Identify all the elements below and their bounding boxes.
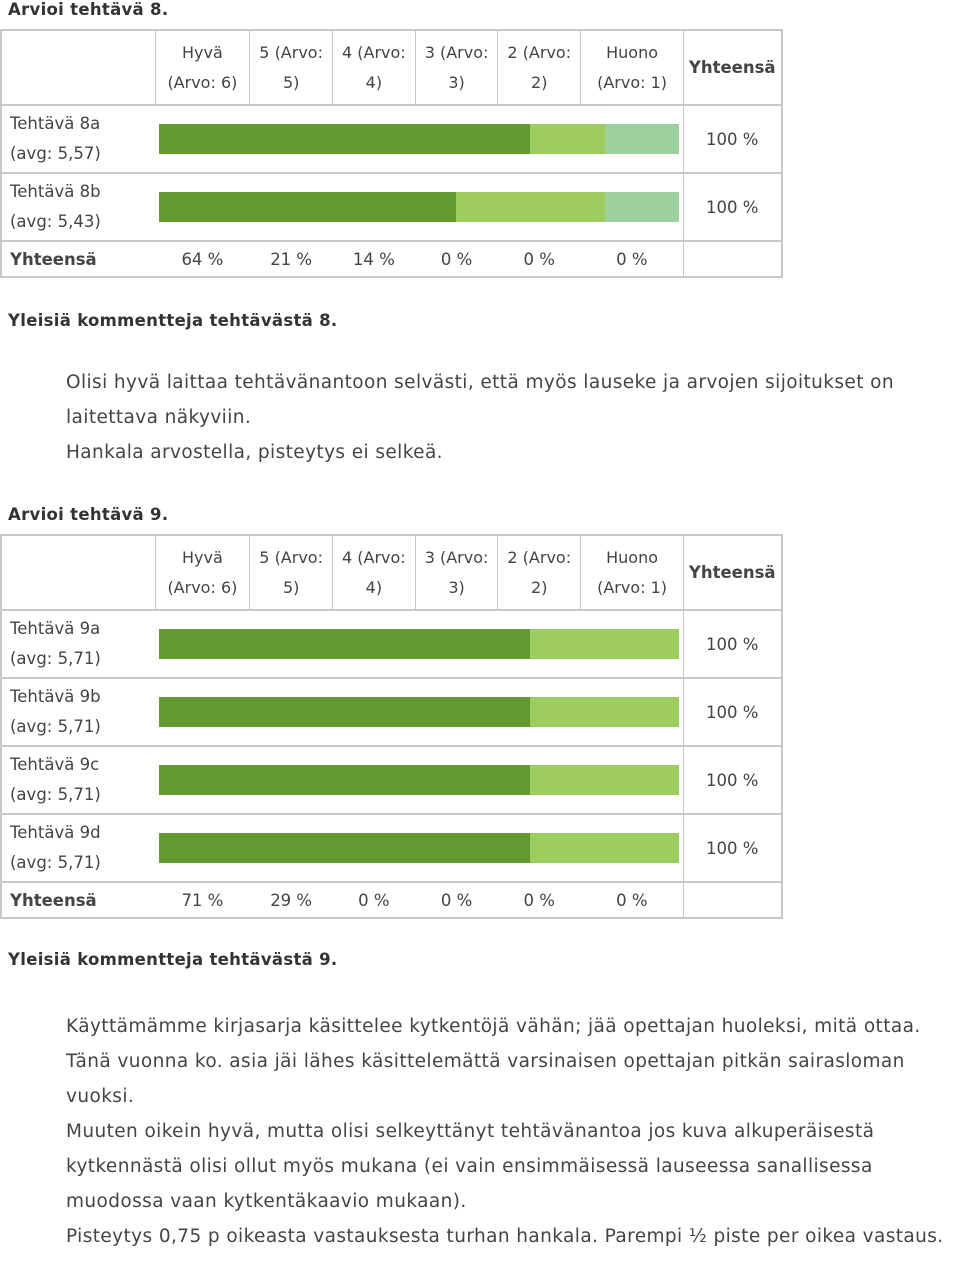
bar-segment-score-6 <box>159 697 530 727</box>
bar-segment-score-6 <box>159 833 530 863</box>
bar-segment-score-5 <box>530 124 604 154</box>
stacked-bar-cell <box>155 105 684 173</box>
bar-segment-score-5 <box>530 629 679 659</box>
summary-value: 0 % <box>333 882 416 918</box>
row-total: 100 % <box>684 746 782 814</box>
col-header-line: 4) <box>365 577 383 597</box>
stacked-bar <box>159 192 679 222</box>
row-label: Tehtävä 9a (avg: 5,71) <box>1 610 155 678</box>
section-8-title: Arvioi tehtävä 8. <box>8 0 169 19</box>
col-header <box>498 535 581 610</box>
bar-segment-score-4 <box>605 192 679 222</box>
table-row <box>1 746 782 814</box>
stacked-bar-cell <box>155 678 684 746</box>
col-header <box>415 535 498 610</box>
section-8-comments <box>66 365 956 470</box>
summary-value: 0 % <box>415 882 498 918</box>
col-header-line: 3) <box>448 72 465 92</box>
row-label: Tehtävä 9d (avg: 5,71) <box>1 814 155 882</box>
table-row <box>1 678 782 746</box>
col-header <box>333 30 416 105</box>
table-header-row <box>1 535 782 610</box>
col-header <box>250 30 333 105</box>
bar-segment-score-5 <box>530 697 679 727</box>
stacked-bar <box>159 833 679 863</box>
row-label: Tehtävä 8a (avg: 5,57) <box>1 105 155 173</box>
stacked-bar <box>159 124 679 154</box>
stacked-bar-cell <box>155 746 684 814</box>
col-header-line: 2 (Arvo: <box>507 547 572 567</box>
col-header <box>155 30 250 105</box>
col-header-line: (Arvo: 6) <box>167 72 238 92</box>
comment-text: Käyttämämme kirjasarja käsittelee kytkentöjä vähän; jää opettajan huoleksi, mitä ottaa. Tänä vuonna ko. asia jäi lähes käsittelemättä varsinaisen opettajan pitkän sairasloman vuoksi. <box>66 1016 921 1107</box>
col-header <box>155 535 250 610</box>
summary-label: Yhteensä <box>1 882 155 918</box>
col-header-line: 5 (Arvo: <box>259 547 323 567</box>
total-header: Yhteensä <box>684 30 782 105</box>
col-header-line: (Arvo: 6) <box>167 577 238 597</box>
col-header <box>498 30 581 105</box>
col-header-line: 5 (Arvo: <box>259 42 323 62</box>
row-label: Tehtävä 8b (avg: 5,43) <box>1 173 155 241</box>
col-header-line: 4) <box>365 72 383 92</box>
total-header: Yhteensä <box>684 535 782 610</box>
col-header-line: (Arvo: 1) <box>597 577 668 597</box>
col-header-line: 3 (Arvo: <box>424 547 489 567</box>
summary-value: 0 % <box>581 241 684 277</box>
col-header-line: Hyvä <box>182 547 223 567</box>
row-label: Tehtävä 9c (avg: 5,71) <box>1 746 155 814</box>
col-header <box>581 535 684 610</box>
section-9-title: Arvioi tehtävä 9. <box>8 505 169 524</box>
col-header <box>581 30 684 105</box>
rating-table-8 <box>0 29 783 278</box>
summary-row <box>1 241 782 277</box>
bar-segment-score-6 <box>159 629 530 659</box>
summary-label: Yhteensä <box>1 241 155 277</box>
summary-value: 29 % <box>250 882 333 918</box>
col-header-line: 3) <box>448 577 465 597</box>
comment-text: Pisteytys 0,75 p oikeasta vastauksesta turhan hankala. Parempi ½ piste per oikea vastaus. <box>66 1226 944 1247</box>
comment-text: Hankala arvostella, pisteytys ei selkeä. <box>66 442 443 463</box>
stacked-bar-cell <box>155 173 684 241</box>
col-header-line: Huono <box>606 547 658 567</box>
table-row <box>1 814 782 882</box>
summary-value: 64 % <box>155 241 250 277</box>
bar-segment-score-5 <box>530 833 679 863</box>
summary-row <box>1 882 782 918</box>
table-row <box>1 173 782 241</box>
comment-text: Muuten oikein hyvä, mutta olisi selkeyttänyt tehtävänantoa jos kuva alkuperäisestä kytkennästä olisi ollut myös mukana (ei vain ensimmäisessä lauseessa sanallisessa muodossa vaan kytkentäkaavio mukaan). <box>66 1121 875 1212</box>
stacked-bar <box>159 697 679 727</box>
row-total: 100 % <box>684 610 782 678</box>
bar-segment-score-4 <box>605 124 679 154</box>
section-8-comments-title: Yleisiä kommentteja tehtävästä 8. <box>8 311 338 330</box>
table-row <box>1 105 782 173</box>
col-header-line: 4 (Arvo: <box>342 547 406 567</box>
col-header-line: (Arvo: 1) <box>597 72 668 92</box>
col-header-line: 2 (Arvo: <box>507 42 572 62</box>
col-header-line: 2) <box>531 72 548 92</box>
col-header-line: Huono <box>606 42 658 62</box>
col-header-line: 3 (Arvo: <box>424 42 489 62</box>
summary-value: 71 % <box>155 882 250 918</box>
col-header <box>333 535 416 610</box>
stacked-bar-cell <box>155 610 684 678</box>
section-9-comments-title: Yleisiä kommentteja tehtävästä 9. <box>8 950 338 969</box>
col-header-line: 5) <box>282 577 300 597</box>
stacked-bar <box>159 765 679 795</box>
row-total: 100 % <box>684 105 782 173</box>
section-9-comments <box>66 1009 956 1254</box>
stacked-bar <box>159 629 679 659</box>
table-row <box>1 610 782 678</box>
col-header <box>250 535 333 610</box>
col-header-line: 2) <box>531 577 548 597</box>
summary-value: 0 % <box>498 241 581 277</box>
stacked-bar-cell <box>155 814 684 882</box>
summary-value: 21 % <box>250 241 333 277</box>
comment-text: Olisi hyvä laittaa tehtävänantoon selvästi, että myös lauseke ja arvojen sijoitukset on laitettava näkyviin. <box>66 372 894 428</box>
col-header-line: 4 (Arvo: <box>342 42 406 62</box>
rating-table-9 <box>0 534 783 919</box>
table-header-row <box>1 30 782 105</box>
summary-value: 0 % <box>415 241 498 277</box>
row-label: Tehtävä 9b (avg: 5,71) <box>1 678 155 746</box>
bar-segment-score-6 <box>159 124 530 154</box>
col-header-line: Hyvä <box>182 42 223 62</box>
summary-value: 14 % <box>333 241 416 277</box>
row-total: 100 % <box>684 173 782 241</box>
bar-segment-score-5 <box>456 192 605 222</box>
col-header-line: 5) <box>282 72 300 92</box>
bar-segment-score-5 <box>530 765 679 795</box>
row-total: 100 % <box>684 678 782 746</box>
bar-segment-score-6 <box>159 765 530 795</box>
bar-segment-score-6 <box>159 192 456 222</box>
col-header <box>415 30 498 105</box>
summary-value: 0 % <box>498 882 581 918</box>
row-total: 100 % <box>684 814 782 882</box>
summary-value: 0 % <box>581 882 684 918</box>
